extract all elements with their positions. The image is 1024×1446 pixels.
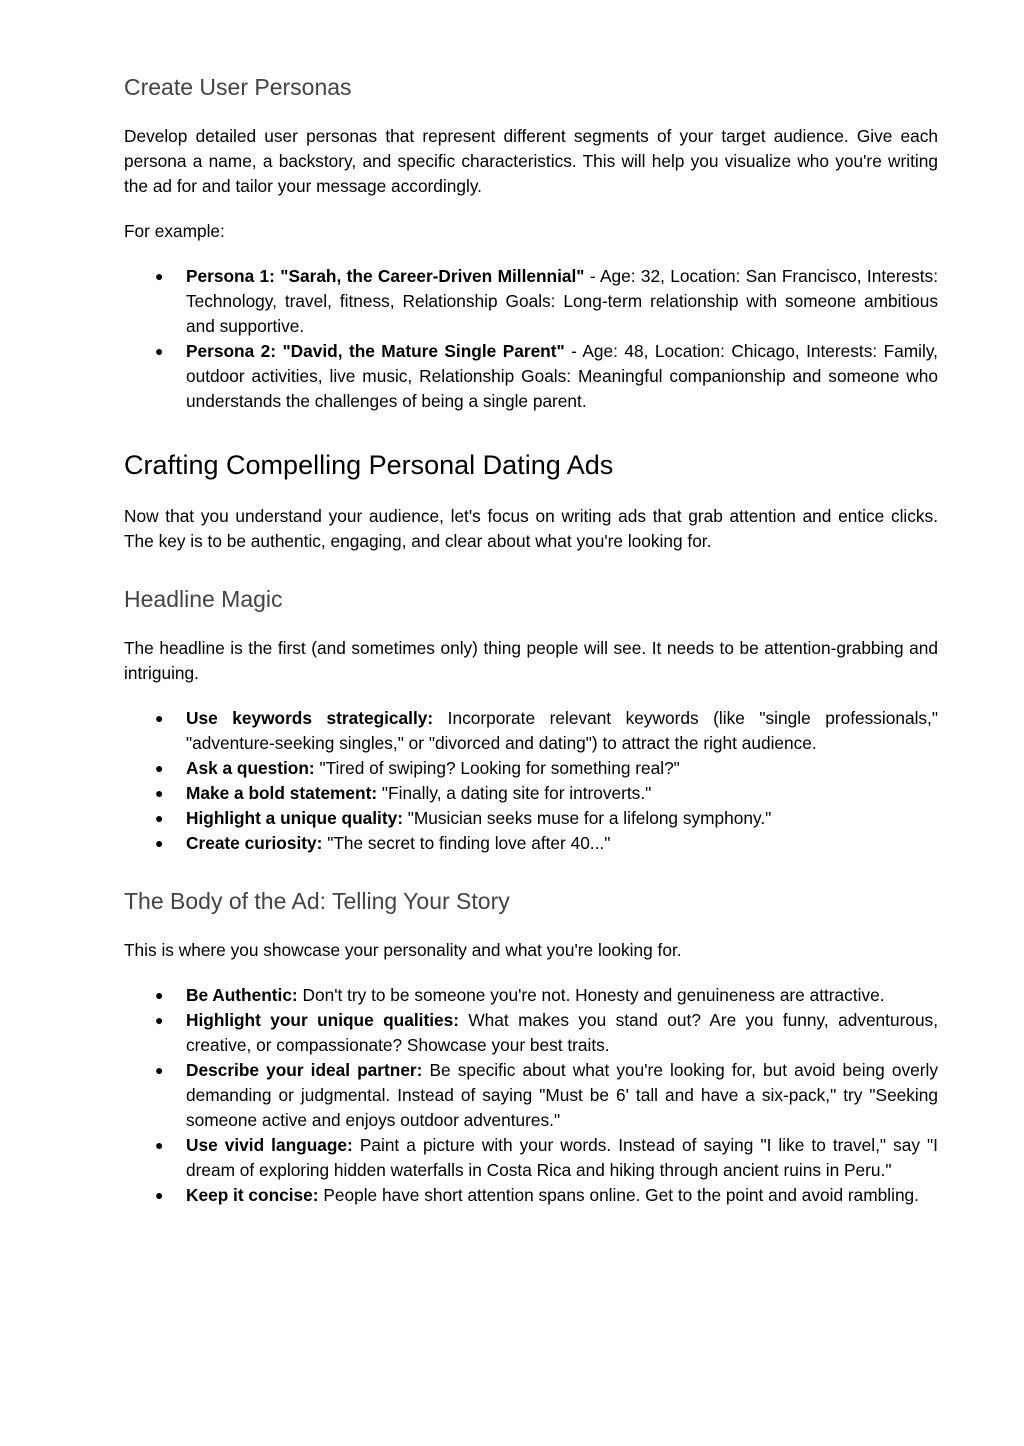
- body-heading: The Body of the Ad: Telling Your Story: [124, 888, 510, 914]
- list-item: ● Highlight a unique quality: "Musician seeks muse for a lifelong symphony.": [124, 806, 938, 831]
- body-list: [124, 983, 938, 1208]
- bullet-icon: ●: [155, 1062, 164, 1078]
- personas-list: [124, 264, 938, 414]
- bullet-icon: ●: [155, 835, 164, 851]
- headline-intro: The headline is the first (and sometimes only) thing people will see. It needs to be attention-grabbing and intriguing.: [124, 638, 938, 683]
- list-item: ● Ask a question: "Tired of swiping? Looking for something real?": [124, 756, 938, 781]
- bullet-icon: ●: [155, 1187, 164, 1203]
- list-item: ● Use keywords strategically: Incorporate relevant keywords (like "single professionals," "adventure-seeking singles," or "divorced and dating") to attract the right audience.: [155, 708, 938, 753]
- bullet-icon: ●: [155, 343, 164, 359]
- personas-heading: Create User Personas: [124, 74, 352, 100]
- body-intro: This is where you showcase your personality and what you're looking for.: [124, 940, 682, 960]
- list-item: ● Describe your ideal partner: Be specific about what you're looking for, but avoid being overly demanding or judgmental. Instead of saying "Must be 6' tall and have a six-pack," try "Seeking someone active and enjoys outdoor adventures.": [155, 1060, 938, 1130]
- list-item: ● Highlight your unique qualities: What makes you stand out? Are you funny, adventurous, creative, or compassionate? Showcase your best traits.: [155, 1010, 938, 1055]
- list-item: ● Persona 1: "Sarah, the Career-Driven Millennial" - Age: 32, Location: San Francisco, Interests: Technology, travel, fitness, Relationship Goals: Long-term relationship with someone ambitious and supportive.: [155, 266, 938, 336]
- list-item: ● Persona 2: "David, the Mature Single Parent" - Age: 48, Location: Chicago, Interests: Family, outdoor activities, live music, Relationship Goals: Meaningful companionship and someone who understands the challenges of being a single parent.: [155, 341, 938, 411]
- list-item: ● Keep it concise: People have short attention spans online. Get to the point and avoid rambling.: [124, 1183, 938, 1208]
- list-item: ● Be Authentic: Don't try to be someone you're not. Honesty and genuineness are attractive.: [124, 983, 938, 1008]
- crafting-intro: Now that you understand your audience, let's focus on writing ads that grab attention and entice clicks. The key is to be authentic, engaging, and clear about what you're looking for.: [124, 506, 938, 551]
- list-item: ● Use vivid language: Paint a picture with your words. Instead of saying "I like to travel," say "I dream of exploring hidden waterfalls in Costa Rica and hiking through ancient ruins in Peru.": [155, 1135, 938, 1180]
- bullet-icon: ●: [155, 1137, 164, 1153]
- bullet-icon: ●: [155, 810, 164, 826]
- bullet-icon: ●: [155, 760, 164, 776]
- bullet-icon: ●: [155, 710, 164, 726]
- crafting-heading: Crafting Compelling Personal Dating Ads: [124, 450, 614, 480]
- bullet-icon: ●: [155, 1012, 164, 1028]
- list-item: ● Make a bold statement: "Finally, a dating site for introverts.": [124, 781, 938, 806]
- list-item: ● Create curiosity: "The secret to finding love after 40...": [124, 831, 938, 856]
- example-label: For example:: [124, 221, 225, 241]
- personas-intro: Develop detailed user personas that represent different segments of your target audience. Give each persona a name, a backstory, and specific characteristics. This will help you visualize who you're writing the ad for and tailor your message accordingly.: [124, 126, 938, 196]
- bullet-icon: ●: [155, 268, 164, 284]
- headline-list: [124, 706, 938, 856]
- bullet-icon: ●: [155, 987, 164, 1003]
- headline-heading: Headline Magic: [124, 586, 283, 612]
- bullet-icon: ●: [155, 785, 164, 801]
